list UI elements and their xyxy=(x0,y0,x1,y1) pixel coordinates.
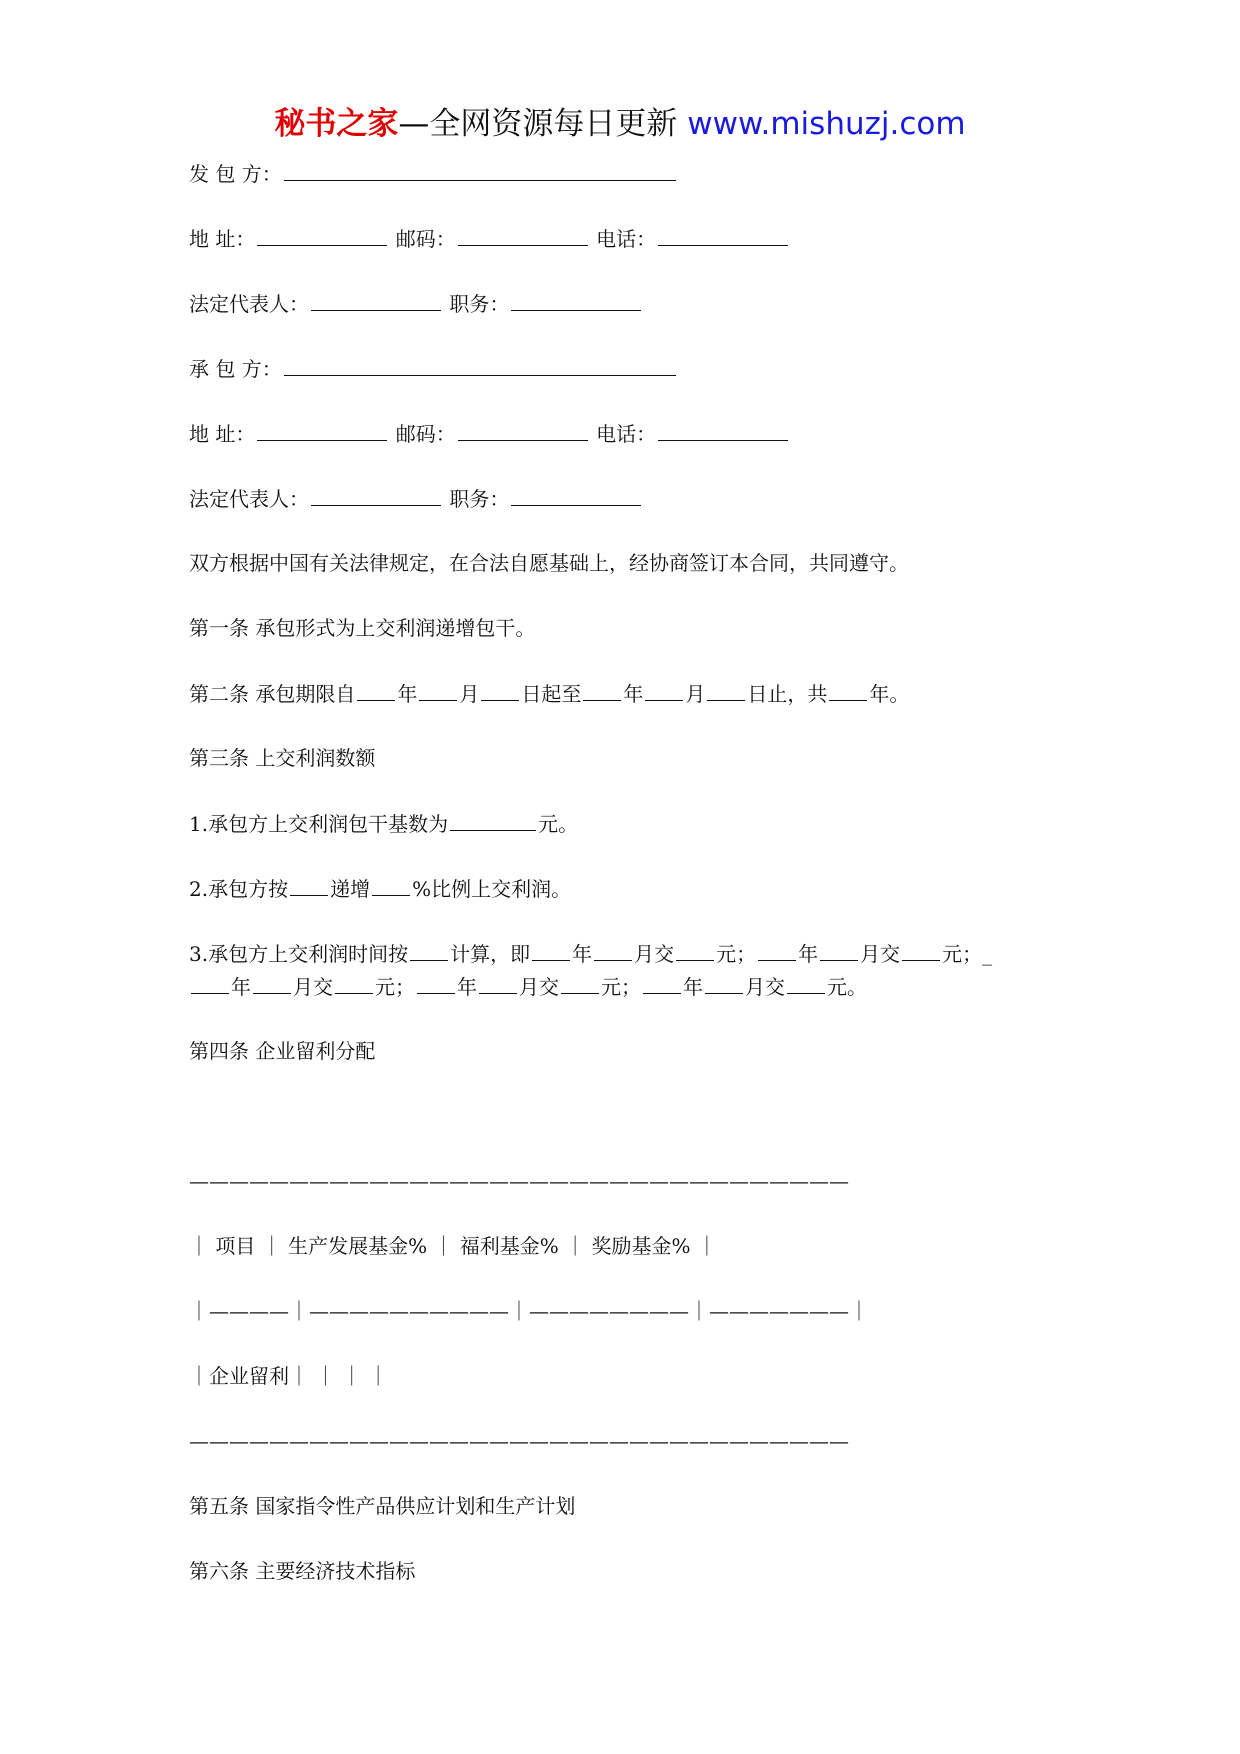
article-2-lead: 第二条 承包期限自 xyxy=(189,682,356,706)
month-label: 月 xyxy=(459,682,480,706)
table-rule-top: ————————————————————————————————— xyxy=(189,1169,849,1193)
item-2-mid: 递增 xyxy=(330,877,371,901)
year-label: 年 xyxy=(572,942,593,966)
position-label: 职务： xyxy=(449,292,510,316)
total-years-blank[interactable] xyxy=(829,680,867,701)
trailing-underscore: _ xyxy=(982,942,993,966)
legal-rep-label: 法定代表人： xyxy=(189,292,309,316)
address-blank[interactable] xyxy=(257,420,387,441)
postcode-label: 邮码： xyxy=(395,227,456,251)
table-data-row: ｜企业留利｜ ｜ ｜ ｜ xyxy=(189,1364,389,1388)
yuan-label: 元； xyxy=(375,975,415,999)
party-a-label: 发 包 方： xyxy=(189,162,282,186)
brand-name: 秘书之家 xyxy=(274,106,399,142)
pay-month-blank[interactable] xyxy=(820,940,858,961)
party-a-blank[interactable] xyxy=(284,160,676,181)
phone-blank[interactable] xyxy=(658,420,788,441)
party-b-label: 承 包 方： xyxy=(189,357,282,381)
pay-year-blank[interactable] xyxy=(191,973,229,994)
pay-year-blank[interactable] xyxy=(417,973,455,994)
pay-month-blank[interactable] xyxy=(253,973,291,994)
article-3: 第三条 上交利润数额 xyxy=(189,746,376,770)
end-year-blank[interactable] xyxy=(583,680,621,701)
article-5: 第五条 国家指令性产品供应计划和生产计划 xyxy=(189,1494,576,1518)
article-2-end: 年。 xyxy=(869,682,910,706)
party-b-blank[interactable] xyxy=(284,355,676,376)
article-4: 第四条 企业留利分配 xyxy=(189,1039,376,1063)
position-blank[interactable] xyxy=(511,485,641,506)
position-label: 职务： xyxy=(449,487,510,511)
pay-month-blank[interactable] xyxy=(594,940,632,961)
address-blank[interactable] xyxy=(257,225,387,246)
month-pay-label: 月交 xyxy=(634,942,675,966)
party-b-address-line xyxy=(189,420,790,447)
article-6: 第六条 主要经济技术指标 xyxy=(189,1559,416,1583)
phone-blank[interactable] xyxy=(658,225,788,246)
start-year-blank[interactable] xyxy=(357,680,395,701)
item-2-lead: 2.承包方按 xyxy=(189,877,289,901)
yuan-label: 元； xyxy=(601,975,641,999)
start-day-blank[interactable] xyxy=(481,680,519,701)
pay-month-blank[interactable] xyxy=(705,973,743,994)
pay-amount-blank[interactable] xyxy=(902,940,940,961)
year-label: 年 xyxy=(798,942,819,966)
yuan-end-label: 元。 xyxy=(827,975,867,999)
pay-amount-blank[interactable] xyxy=(335,973,373,994)
position-blank[interactable] xyxy=(511,290,641,311)
preamble: 双方根据中国有关法律规定，在合法自愿基础上，经协商签订本合同，共同遵守。 xyxy=(189,551,909,575)
yuan-label: 元； xyxy=(716,942,757,966)
pay-year-blank[interactable] xyxy=(643,973,681,994)
party-a-address-line xyxy=(189,225,790,252)
legal-rep-blank[interactable] xyxy=(311,485,441,506)
item-1-lead: 1.承包方上交利润包干基数为 xyxy=(189,812,449,836)
pay-year-blank[interactable] xyxy=(532,940,570,961)
postcode-blank[interactable] xyxy=(458,420,588,441)
item-3-lead: 3.承包方上交利润时间按 xyxy=(189,942,409,966)
year-label: 年 xyxy=(457,975,477,999)
year-label: 年 xyxy=(231,975,251,999)
party-b-rep-line xyxy=(189,485,643,512)
table-header-row: ｜ 项目 ｜ 生产发展基金% ｜ 福利基金% ｜ 奖励基金% ｜ xyxy=(189,1234,717,1258)
pay-amount-blank[interactable] xyxy=(561,973,599,994)
item-2-end: %比例上交利润。 xyxy=(412,877,572,901)
address-label: 地 址： xyxy=(189,422,256,446)
item-3-line-2 xyxy=(189,973,867,1000)
month-label: 月 xyxy=(685,682,706,706)
address-label: 地 址： xyxy=(189,227,256,251)
month-pay-label: 月交 xyxy=(293,975,333,999)
pay-month-blank[interactable] xyxy=(479,973,517,994)
end-month-blank[interactable] xyxy=(645,680,683,701)
pay-amount-blank[interactable] xyxy=(787,973,825,994)
postcode-blank[interactable] xyxy=(458,225,588,246)
period-blank[interactable] xyxy=(290,875,328,896)
item-1 xyxy=(189,810,578,837)
end-day-blank[interactable] xyxy=(707,680,745,701)
table-rule-bottom: ————————————————————————————————— xyxy=(189,1429,849,1453)
legal-rep-label: 法定代表人： xyxy=(189,487,309,511)
increase-rate-blank[interactable] xyxy=(372,875,410,896)
year-label: 年 xyxy=(397,682,418,706)
party-b-line xyxy=(189,355,678,382)
site-header xyxy=(0,104,1240,144)
day-to-label: 日止，共 xyxy=(747,682,828,706)
phone-label: 电话： xyxy=(596,422,657,446)
month-pay-label: 月交 xyxy=(745,975,785,999)
month-pay-label: 月交 xyxy=(519,975,559,999)
item-3-line-1 xyxy=(189,940,992,967)
phone-label: 电话： xyxy=(596,227,657,251)
day-from-label: 日起至 xyxy=(521,682,582,706)
postcode-label: 邮码： xyxy=(395,422,456,446)
pay-amount-blank[interactable] xyxy=(676,940,714,961)
year-label: 年 xyxy=(623,682,644,706)
pay-year-blank[interactable] xyxy=(758,940,796,961)
table-separator-row: ｜————｜——————————｜————————｜———————｜ xyxy=(189,1299,869,1323)
party-a-rep-line xyxy=(189,290,643,317)
base-amount-blank[interactable] xyxy=(450,810,536,831)
yuan-label: 元； xyxy=(942,942,983,966)
site-url-link[interactable]: www.mishuzj.com xyxy=(687,106,966,142)
article-1: 第一条 承包形式为上交利润递增包干。 xyxy=(189,616,536,640)
year-label: 年 xyxy=(683,975,703,999)
party-a-line xyxy=(189,160,678,187)
start-month-blank[interactable] xyxy=(419,680,457,701)
month-pay-label: 月交 xyxy=(860,942,901,966)
item-1-end: 元。 xyxy=(538,812,579,836)
legal-rep-blank[interactable] xyxy=(311,290,441,311)
article-2 xyxy=(189,680,909,707)
item-2 xyxy=(189,875,571,902)
calc-basis-blank[interactable] xyxy=(410,940,448,961)
item-3-calc: 计算，即 xyxy=(450,942,531,966)
header-tagline: —全网资源每日更新 xyxy=(398,106,678,142)
